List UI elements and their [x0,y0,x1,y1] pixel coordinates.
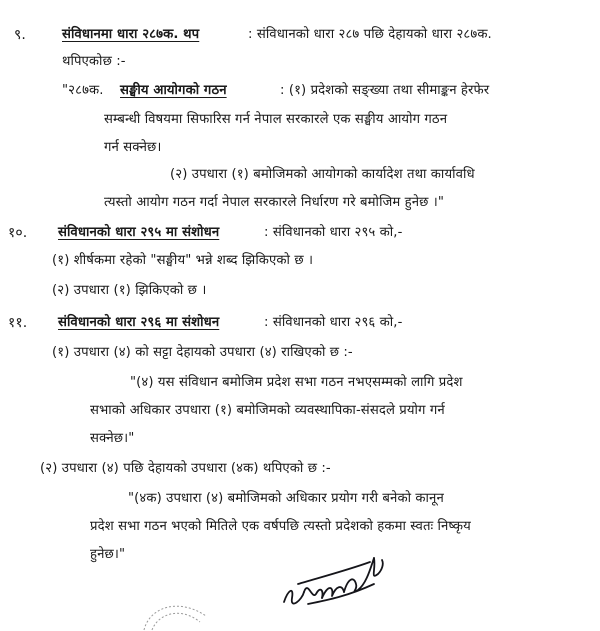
section-11-quote2-line3: हुनेछ।" [90,547,126,562]
section-9-number: ९. [14,27,26,43]
section-11-quote2-line2: प्रदेश सभा गठन भएको मितिले एक वर्षपछि त्यस्तो प्रदेशको हकमा स्वतः निष्कृय [90,519,471,534]
section-10-item2: (२) उपधारा (१) झिकिएको छ । [52,283,207,298]
section-11-item2: (२) उपधारा (४) पछि देहायको उपधारा (४क) थपिएको छ :- [40,461,331,476]
section-11-number: ११. [8,315,28,331]
section-9-quote-line3: गर्न सक्नेछ। [104,140,162,155]
section-9-intro-cont: थपिएकोछ :- [62,54,126,69]
section-10-heading: संविधानको धारा २९५ मा संशोधन [58,225,220,240]
section-10-intro: : संविधानको धारा २९५ को,- [264,225,403,240]
section-11-quote2-line1: "(४क) उपधारा (४) बमोजिमको अधिकार प्रयोग गरी बनेको कानून [128,491,444,506]
section-10-item1: (१) शीर्षकमा रहेको "सङ्घीय" भन्ने शब्द झिकिएको छ । [52,253,314,268]
section-11-quote1-line3: सक्नेछ।" [90,431,135,446]
section-10-number: १०. [8,225,28,241]
stamp-mark [140,596,210,631]
section-9-quote-heading: सङ्घीय आयोगको गठन [120,83,227,98]
signature [278,540,388,618]
section-11-heading: संविधानको धारा २९६ मा संशोधन [58,315,220,330]
section-11-intro: : संविधानको धारा २९६ को,- [264,315,403,330]
section-11-quote1-line1: "(४) यस संविधान बमोजिम प्रदेश सभा गठन नभएसम्मको लागि प्रदेश [130,375,463,390]
section-9-sub2-line1: (२) उपधारा (१) बमोजिमको आयोगको कार्यादेश तथा कार्यावधि [170,167,475,182]
section-9-intro: : संविधानको धारा २८७ पछि देहायको धारा २८७क. [248,27,492,42]
section-9-heading: संविधानमा धारा २८७क. थप [62,27,200,42]
section-11-quote1-line2: सभाको अधिकार उपधारा (१) बमोजिमको व्यवस्थापिका-संसदले प्रयोग गर्न [90,403,445,418]
section-9-quote-prefix: "२८७क. [62,83,104,98]
section-11-item1: (१) उपधारा (४) को सट्टा देहायको उपधारा (४) राखिएको छ :- [52,345,353,360]
section-9-quote-line2: सम्बन्धी विषयमा सिफारिस गर्न नेपाल सरकारले एक सङ्घीय आयोग गठन [104,112,448,127]
section-9-sub2-line2: त्यस्तो आयोग गठन गर्दा नेपाल सरकारले निर्धारण गरे बमोजिम हुनेछ ।" [104,195,445,210]
section-9-quote-line1: : (१) प्रदेशको सङ्ख्या तथा सीमाङ्कन हेरफेर [280,83,490,98]
